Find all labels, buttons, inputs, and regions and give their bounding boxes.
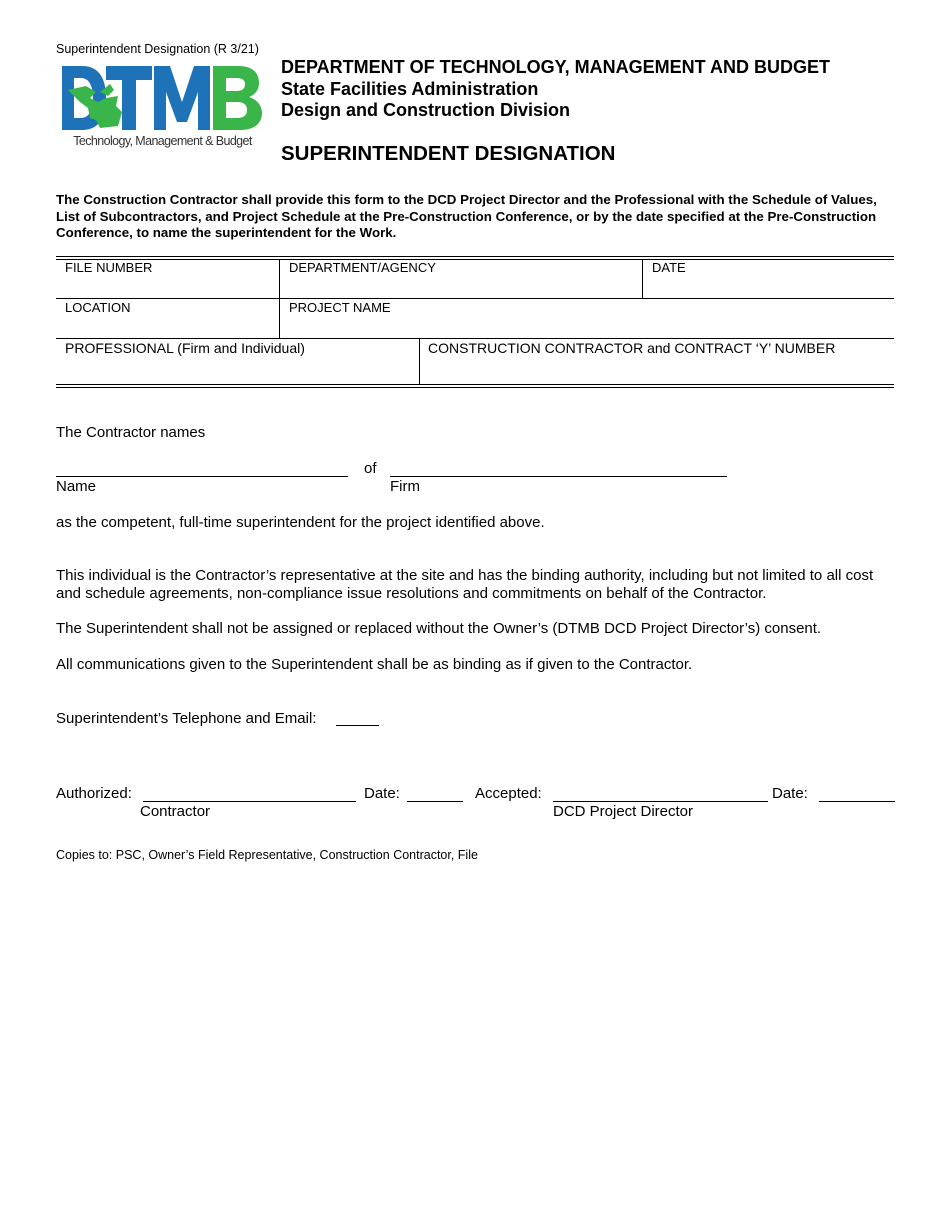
name-caption: Name — [56, 478, 97, 495]
form-revision-id: Superintendent Designation (R 3/21) — [56, 42, 259, 56]
accepted-signature-line[interactable] — [553, 801, 768, 802]
project-name-field[interactable] — [280, 299, 894, 337]
superintendent-name-line[interactable] — [56, 476, 348, 477]
division-heading: Design and Construction Division — [281, 100, 571, 120]
dtmb-logo — [60, 62, 265, 154]
date-label-1: Date: — [364, 785, 400, 802]
instructions-paragraph: The Construction Contractor shall provide this form to the DCD Project Director and the Professional with the Schedule of Values, List of Subcontractors, and Project Schedule at the Pre-Construction Conference, or by the date specified at the Pre-Construction Conference, to name the superintendent for the Work. — [56, 192, 877, 240]
professional-label: PROFESSIONAL (Firm and Individual) — [65, 340, 305, 356]
telephone-email-line[interactable] — [336, 725, 379, 726]
contractor-field[interactable] — [420, 339, 894, 384]
department-heading: DEPARTMENT OF TECHNOLOGY, MANAGEMENT AND BUDGET — [281, 57, 830, 77]
consent-paragraph: The Superintendent shall not be assigned or replaced without the Owner’s (DTMB DCD Project Director’s) consent. — [56, 620, 822, 637]
project-name-label: PROJECT NAME — [289, 300, 391, 315]
of-text: of — [364, 460, 377, 477]
department-agency-label: DEPARTMENT/AGENCY — [289, 260, 436, 275]
professional-field[interactable] — [56, 339, 418, 384]
page-title: SUPERINTENDENT DESIGNATION — [281, 142, 616, 165]
department-agency-field[interactable] — [280, 259, 641, 297]
copies-to-text: Copies to: PSC, Owner’s Field Representative, Construction Contractor, File — [56, 848, 478, 862]
date-line-1[interactable] — [407, 801, 463, 802]
location-label: LOCATION — [65, 300, 131, 315]
firm-caption: Firm — [390, 478, 420, 495]
accepted-label: Accepted: — [475, 785, 542, 802]
file-number-label: FILE NUMBER — [65, 260, 153, 275]
contractor-names-text: The Contractor names — [56, 424, 206, 441]
dcd-director-caption: DCD Project Director — [553, 803, 694, 820]
superintendent-firm-line[interactable] — [390, 476, 727, 477]
telephone-email-label: Superintendent’s Telephone and Email: — [56, 710, 317, 727]
authority-paragraph: This individual is the Contractor’s representative at the site and has the binding authority, including but not limited to all cost and schedule agreements, non-compliance issue resolutions and commitments on behalf of the Contractor. — [56, 567, 874, 602]
logo-caption: Technology, Management & Budget — [73, 134, 252, 148]
contractor-label: CONSTRUCTION CONTRACTOR and CONTRACT ‘Y’ NUMBER — [428, 340, 836, 356]
date-field[interactable] — [643, 259, 894, 297]
administration-heading: State Facilities Administration — [281, 79, 539, 99]
location-field[interactable] — [56, 299, 278, 337]
competent-text: as the competent, full-time superintendent for the project identified above. — [56, 514, 545, 531]
file-number-field[interactable] — [56, 259, 278, 297]
authorized-signature-line[interactable] — [143, 801, 356, 802]
date-label: DATE — [652, 260, 686, 275]
authorized-label: Authorized: — [56, 785, 132, 802]
contractor-caption: Contractor — [140, 803, 211, 820]
communications-paragraph: All communications given to the Superintendent shall be as binding as if given to the Contractor. — [56, 656, 693, 673]
date-label-2: Date: — [772, 785, 808, 802]
date-line-2[interactable] — [819, 801, 895, 802]
